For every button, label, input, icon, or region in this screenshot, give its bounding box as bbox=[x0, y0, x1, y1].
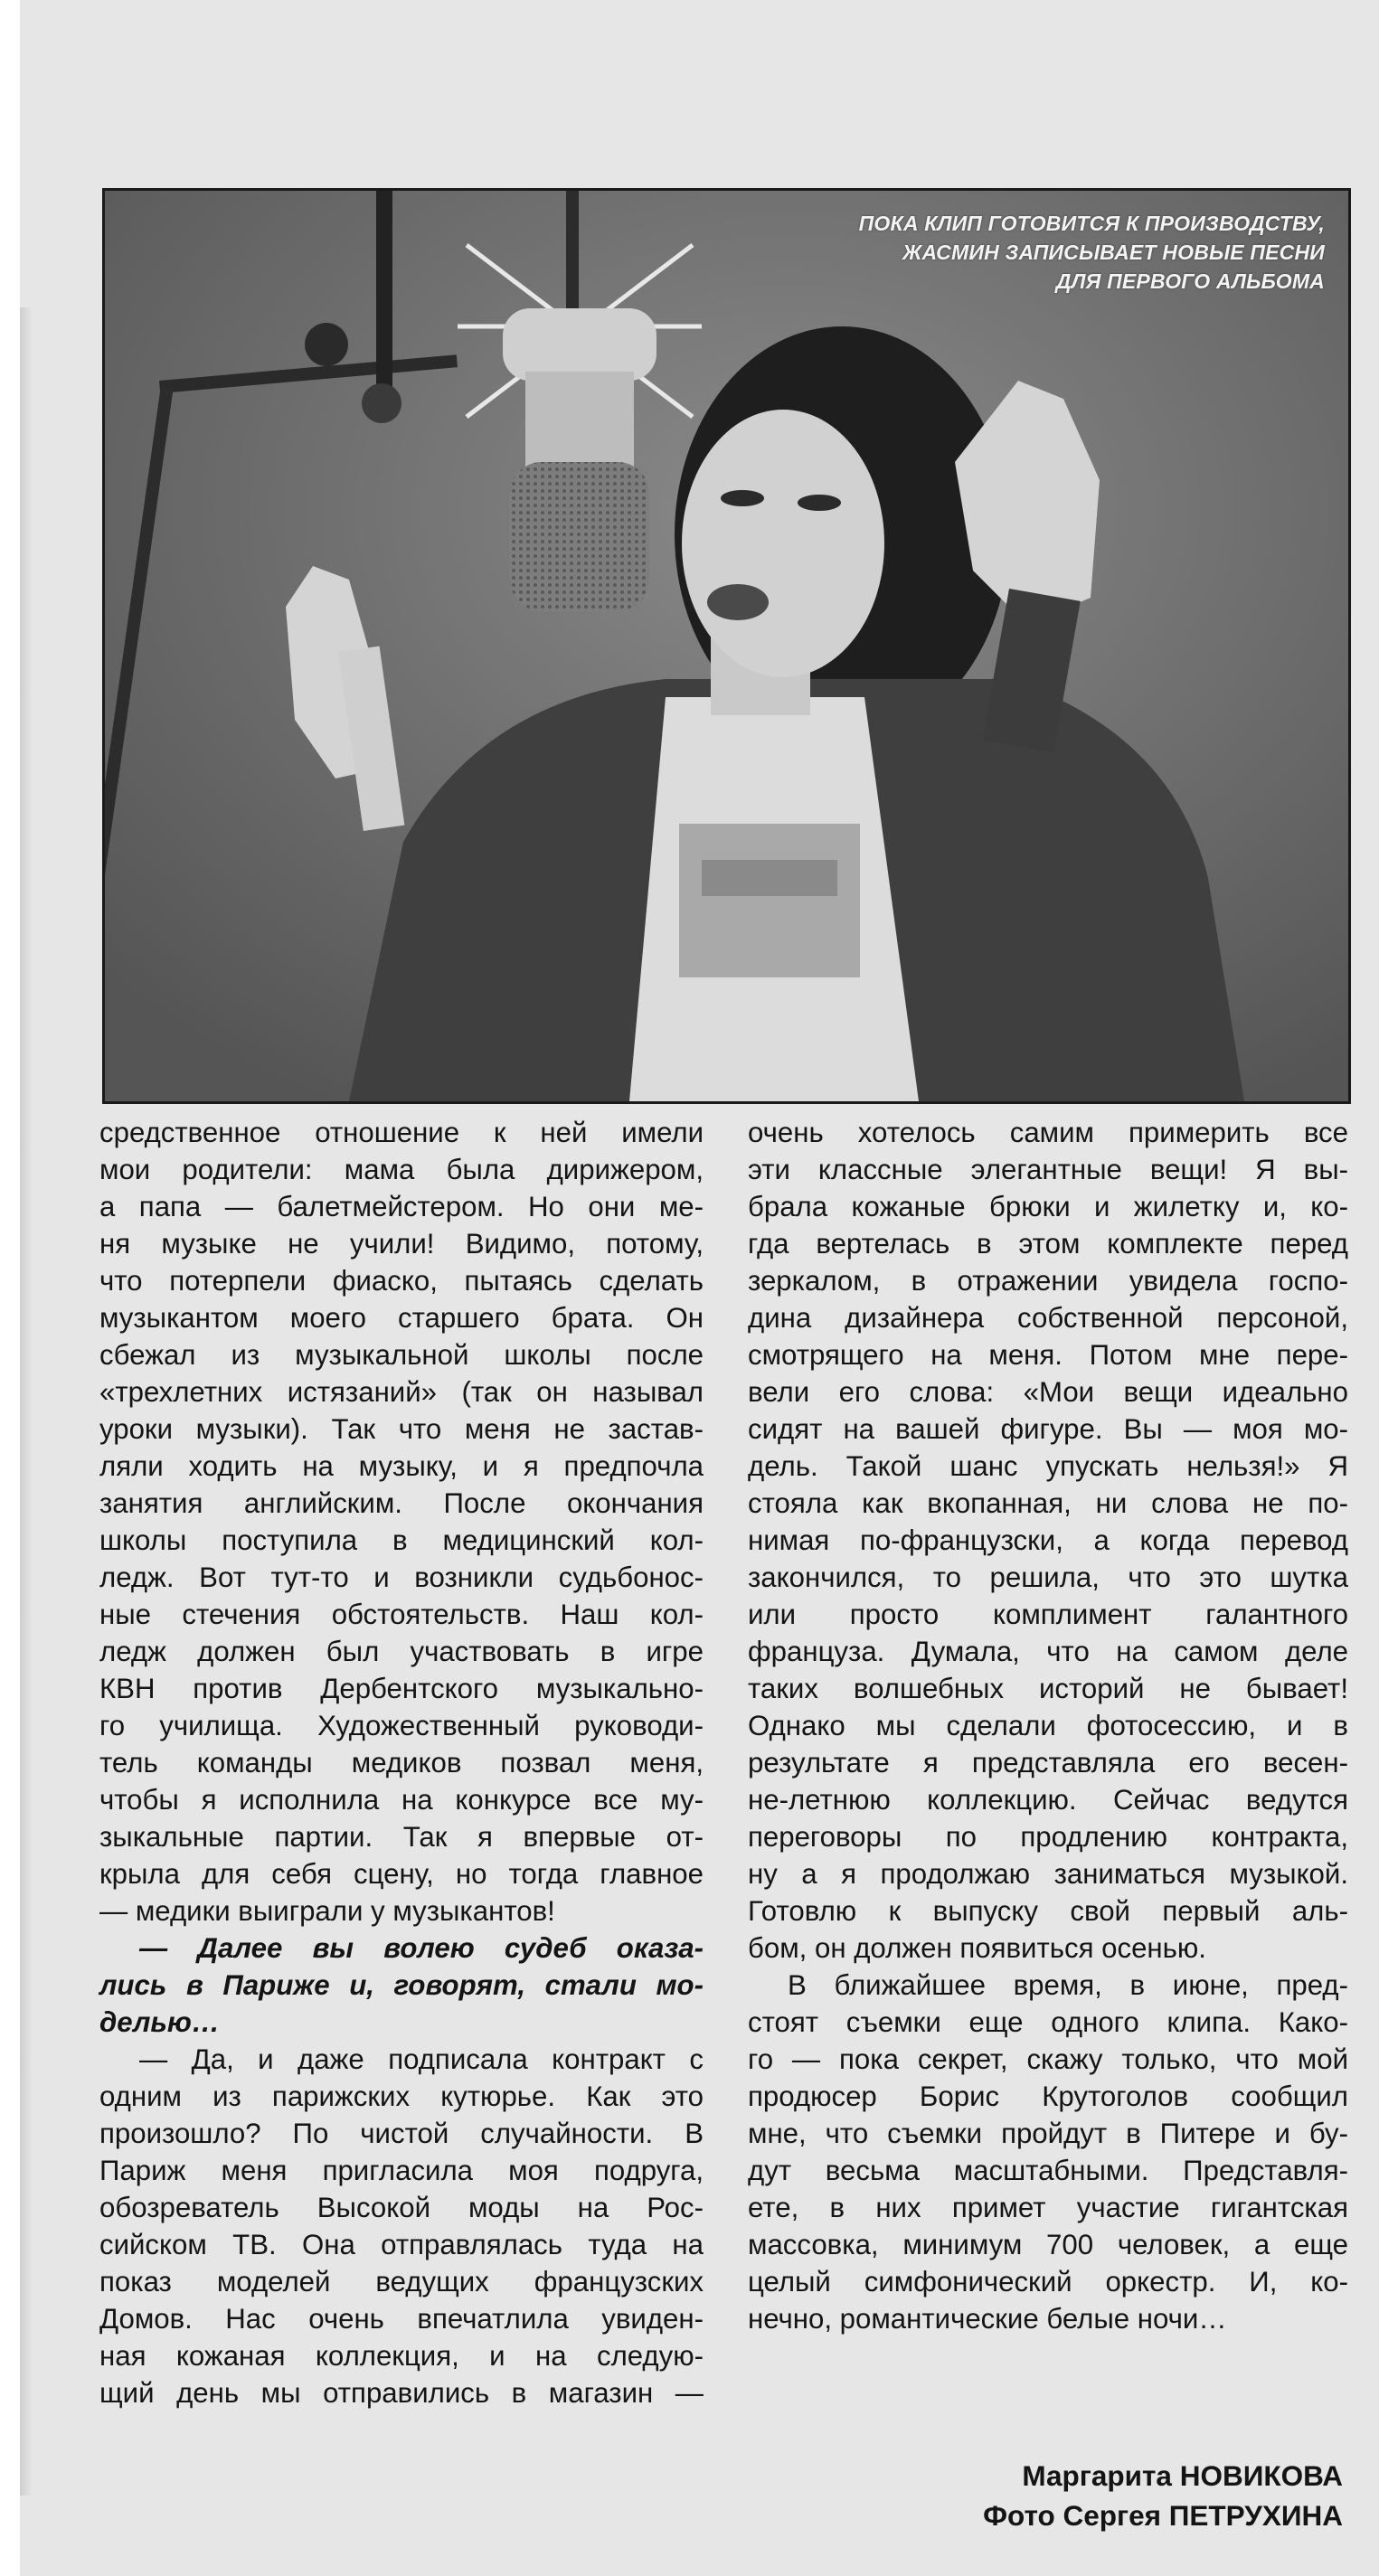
text-line: сбежал из музыкальной школы после bbox=[99, 1339, 704, 1371]
text-line: ные стечения обстоятельств. Наш кол- bbox=[99, 1599, 704, 1630]
text-line: школы поступила в медицинский кол- bbox=[99, 1524, 704, 1556]
caption-line: ЖАСМИН ЗАПИСЫВАЕТ НОВЫЕ ПЕСНИ bbox=[902, 241, 1325, 264]
text-line: закончился, то решила, что это шутка bbox=[748, 1562, 1348, 1593]
text-line: музыкантом моего старшего брата. Он bbox=[99, 1302, 704, 1334]
text-line: КВН против Дербентского музыкально- bbox=[99, 1673, 704, 1704]
text-line: Готовлю к выпуску свой первый аль- bbox=[748, 1895, 1348, 1927]
text-line: показ моделей ведущих французских bbox=[99, 2266, 704, 2298]
text-line: Однако мы сделали фотосессию, и в bbox=[748, 1710, 1348, 1741]
text-line: — медики выиграли у музыкантов! bbox=[99, 1895, 555, 1927]
text-line: очень хотелось самим примерить все bbox=[748, 1117, 1348, 1148]
interview-question: — Далее вы волею судеб оказа- bbox=[139, 1932, 704, 1964]
text-line: продюсер Борис Крутоголов сообщил bbox=[748, 2081, 1348, 2112]
text-line: произошло? По чистой случайности. В bbox=[99, 2118, 704, 2149]
text-line: мои родители: мама была дирижером, bbox=[99, 1154, 704, 1185]
text-line: ледж должен был участвовать в игре bbox=[99, 1636, 704, 1667]
caption-line: ДЛЯ ПЕРВОГО АЛЬБОМА bbox=[1055, 269, 1325, 293]
text-line: — Да, и даже подписала контракт с bbox=[139, 2043, 704, 2075]
text-line: занятия английским. После окончания bbox=[99, 1487, 704, 1519]
text-line: средственное отношение к ней имели bbox=[99, 1117, 704, 1148]
text-line: ляли ходить на музыку, и я предпочла bbox=[99, 1450, 704, 1482]
text-line: чтобы я исполнила на конкурсе все му- bbox=[99, 1784, 704, 1816]
text-line: переговоры по продлению контракта, bbox=[748, 1821, 1348, 1853]
text-line: ну а я продолжаю заниматься музыкой. bbox=[748, 1858, 1348, 1890]
text-line: вели его слова: «Мои вещи идеально bbox=[748, 1376, 1348, 1408]
text-line: го училища. Художественный руководи- bbox=[99, 1710, 704, 1741]
article-column-left bbox=[99, 1114, 704, 2411]
text-line: таких волшебных историй не бывает! bbox=[748, 1673, 1348, 1704]
text-line: эти классные элегантные вещи! Я вы- bbox=[748, 1154, 1348, 1185]
text-line: нечно, романтические белые ночи… bbox=[748, 2303, 1227, 2335]
text-line: зыкальные партии. Так я впервые от- bbox=[99, 1821, 704, 1853]
text-line: гда вертелась в этом комплекте перед bbox=[748, 1228, 1348, 1260]
text-line: Париж меня пригласила моя подруга, bbox=[99, 2155, 704, 2186]
caption-line: ПОКА КЛИП ГОТОВИТСЯ К ПРОИЗВОДСТВУ, bbox=[858, 212, 1325, 235]
text-line: обозреватель Высокой моды на Рос- bbox=[99, 2192, 704, 2223]
text-line: а папа — балетмейстером. Но они ме- bbox=[99, 1191, 704, 1222]
text-line: ня музыке не учили! Видимо, потому, bbox=[99, 1228, 704, 1260]
text-line: одним из парижских кутюрье. Как это bbox=[99, 2081, 704, 2112]
text-line: не-летнюю коллекцию. Сейчас ведутся bbox=[748, 1784, 1348, 1816]
author-credit: Маргарита НОВИКОВА bbox=[1022, 2459, 1343, 2492]
text-line: целый симфонический оркестр. И, ко- bbox=[748, 2266, 1348, 2298]
interview-question: лись в Париже и, говорят, стали мо- bbox=[99, 1969, 704, 2001]
text-line: ете, в них примет участие гигантская bbox=[748, 2192, 1348, 2223]
text-line: дель. Такой шанс упускать нельзя!» Я bbox=[748, 1450, 1348, 1482]
text-line: француза. Думала, что на самом деле bbox=[748, 1636, 1348, 1667]
text-line: дина дизайнера собственной персоной, bbox=[748, 1302, 1348, 1334]
text-line: сийском ТВ. Она отправлялась туда на bbox=[99, 2229, 704, 2260]
text-line: ледж. Вот тут-то и возникли судьбонос- bbox=[99, 1562, 704, 1593]
text-line: брала кожаные брюки и жилетку и, ко- bbox=[748, 1191, 1348, 1222]
text-line: тель команды медиков позвал меня, bbox=[99, 1747, 704, 1779]
text-line: сидят на вашей фигуре. Вы — моя мо- bbox=[748, 1413, 1348, 1445]
text-line: стояла как вкопанная, ни слова не по- bbox=[748, 1487, 1348, 1519]
text-line: зеркалом, в отражении увидела госпо- bbox=[748, 1265, 1348, 1297]
text-line: го — пока секрет, скажу только, что мой bbox=[748, 2043, 1348, 2075]
text-line: результате я представляла его весен- bbox=[748, 1747, 1348, 1779]
text-line: мне, что съемки пройдут в Питере и бу- bbox=[748, 2118, 1348, 2149]
article-column-right bbox=[748, 1114, 1348, 2337]
text-line: смотрящего на меня. Потом мне пере- bbox=[748, 1339, 1348, 1371]
article-photo bbox=[102, 188, 1351, 1104]
singer-at-microphone-illustration bbox=[105, 191, 1348, 1101]
photo-caption bbox=[674, 209, 1325, 296]
text-line: бом, он должен появиться осенью. bbox=[748, 1932, 1206, 1964]
text-line: уроки музыки). Так что меня не застав- bbox=[99, 1413, 704, 1445]
text-line: или просто комплимент галантного bbox=[748, 1599, 1348, 1630]
text-line: «трехлетних истязаний» (так он называл bbox=[99, 1376, 704, 1408]
text-line: Домов. Нас очень впечатлила увиден- bbox=[99, 2303, 704, 2335]
text-line: нимая по-французски, а когда перевод bbox=[748, 1524, 1348, 1556]
interview-question: делью… bbox=[99, 2006, 221, 2038]
text-line: В ближайшее время, в июне, пред- bbox=[788, 1969, 1348, 2001]
text-line: массовка, минимум 700 человек, а еще bbox=[748, 2229, 1348, 2260]
text-line: дут весьма масштабными. Представля- bbox=[748, 2155, 1348, 2186]
text-line: крыла для себя сцену, но тогда главное bbox=[99, 1858, 704, 1890]
text-line: стоят съемки еще одного клипа. Како- bbox=[748, 2006, 1348, 2038]
photo-credit: Фото Сергея ПЕТРУХИНА bbox=[983, 2499, 1343, 2532]
page-fold-shadow bbox=[20, 307, 33, 2496]
text-line: что потерпели фиаско, пытаясь сделать bbox=[99, 1265, 704, 1297]
text-line: ная кожаная коллекция, и на следую- bbox=[99, 2340, 704, 2372]
text-line: щий день мы отправились в магазин — bbox=[99, 2377, 704, 2409]
